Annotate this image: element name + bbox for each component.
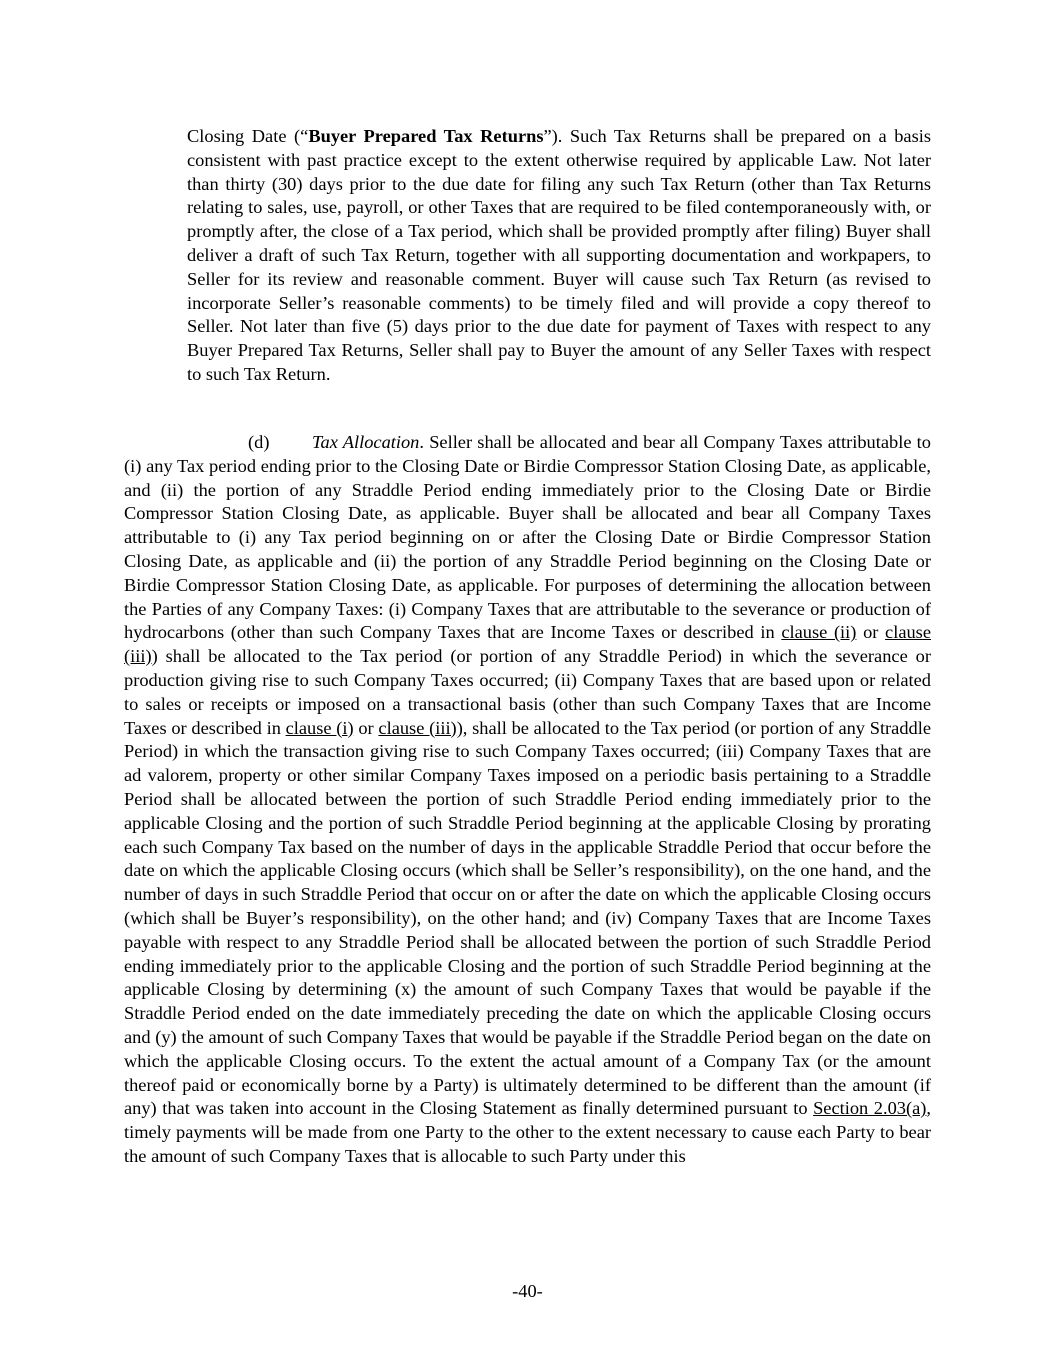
paragraph-text: . Seller shall be allocated and bear all Company Taxes attributable to (i) any Tax period ending prior to the Closing Date or Birdie Compressor Station Closing Date, as applicable, and (ii) the portion of any Straddle Period ending immediately prior to the Closing Date or Birdie Compressor Station Closing Date, as applicable. Buyer shall be allocated and bear all Company Taxes attributable to (i) any Tax period beginning on or after the Closing Date or Birdie Compressor Station Closing Date, as applicable and (ii) the portion of any Straddle Period beginning on the Closing Date or Birdie Compressor Station Closing Date, as applicable. For purposes of determining the allocation between the Parties of any Company Taxes: (i) Company Taxes that are attributable to the severance or production of hydrocarbons (other than such Company Taxes that are Income Taxes or described in bbox=[124, 432, 931, 643]
clause-reference: clause (iii) bbox=[124, 622, 931, 667]
section-reference: Section 2.03(a) bbox=[813, 1098, 927, 1119]
paragraph-buyer-prepared-tax-returns bbox=[187, 125, 931, 387]
page-number: -40- bbox=[512, 1281, 543, 1301]
section-number: (d) bbox=[248, 432, 270, 452]
paragraph-text: ), shall be allocated to the Tax period (or portion of any Straddle Period) in which the transaction giving rise to such Company Taxes occurred; (iii) Company Taxes that are ad valorem, property or other similar Company Taxes imposed on a periodic basis pertaining to a Straddle Period shall be allocated between the portion of such Straddle Period ending immediately prior to the applicable Closing and the portion of such Straddle Period beginning at the applicable Closing by prorating each such Company Tax based on the number of days in the applicable Straddle Period that occur before the date on which the applicable Closing occurs (which shall be Seller’s responsibility), on the one hand, and the number of days in such Straddle Period that occur on or after the date on which the applicable Closing occurs (which shall be Buyer’s responsibility), on the other hand; and (iv) Company Taxes that are Income Taxes payable with respect to any Straddle Period shall be allocated between the portion of such Straddle Period ending immediately prior to the applicable Closing and the portion of such Straddle Period beginning at the applicable Closing by determining (x) the amount of such Company Taxes that would be payable if the Straddle Period ended on the date immediately preceding the date on which the applicable Closing occurs and (y) the amount of such Company Taxes that would be payable if the Straddle Period began on the date on which the applicable Closing occurs. To the extent the actual amount of a Company Tax (or the amount thereof paid or economically borne by a Party) is ultimately determined to be different than the amount (if any) that was taken into account in the Closing Statement as finally determined pursuant to bbox=[124, 717, 932, 1119]
paragraph-text: , timely payments will be made from one Party to the other to the extent necessary to cause each Party to bear the amount of such Company Taxes that is allocable to such Party under this bbox=[124, 1098, 932, 1166]
paragraph-text: ) shall be allocated to the Tax period (or portion of any Straddle Period) in which the severance or production giving rise to such Company Taxes occurred; (ii) Company Taxes that are based upon or related to sales or receipts or imposed on a transactional basis (other than such Company Taxes that are Income Taxes or described in bbox=[124, 646, 931, 738]
paragraph-text: ”). Such Tax Returns shall be prepared on a basis consistent with past practice except to the extent otherwise required by applicable Law. Not later than thirty (30) days prior to the due date for filing any such Tax Return (other than Tax Returns relating to sales, use, payroll, or other Taxes that are required to be filed contemporaneously with, or promptly after, the close of a Tax period, which shall be provided promptly after filing) Buyer shall deliver a draft of such Tax Return, together with all supporting documentation and workpapers, to Seller for its review and reasonable comment. Buyer will cause such Tax Return (as revised to incorporate Seller’s reasonable comments) to be timely filed and will provide a copy thereof to Seller. Not later than five (5) days prior to the due date for payment of Taxes with respect to any Buyer Prepared Tax Returns, Seller shall pay to Buyer the amount of any Seller Taxes with respect to such Tax Return. bbox=[187, 126, 931, 384]
paragraph-text: or bbox=[856, 622, 886, 643]
paragraph-tax-allocation bbox=[124, 431, 931, 1169]
defined-term: Buyer Prepared Tax Returns bbox=[308, 126, 544, 146]
clause-reference: clause (iii) bbox=[378, 717, 457, 738]
section-heading: Tax Allocation bbox=[312, 432, 420, 452]
clause-reference: clause (i) bbox=[285, 717, 354, 738]
clause-reference: clause (ii) bbox=[781, 622, 857, 643]
paragraph-text: Closing Date (“ bbox=[187, 126, 309, 146]
paragraph-text: or bbox=[353, 717, 379, 738]
